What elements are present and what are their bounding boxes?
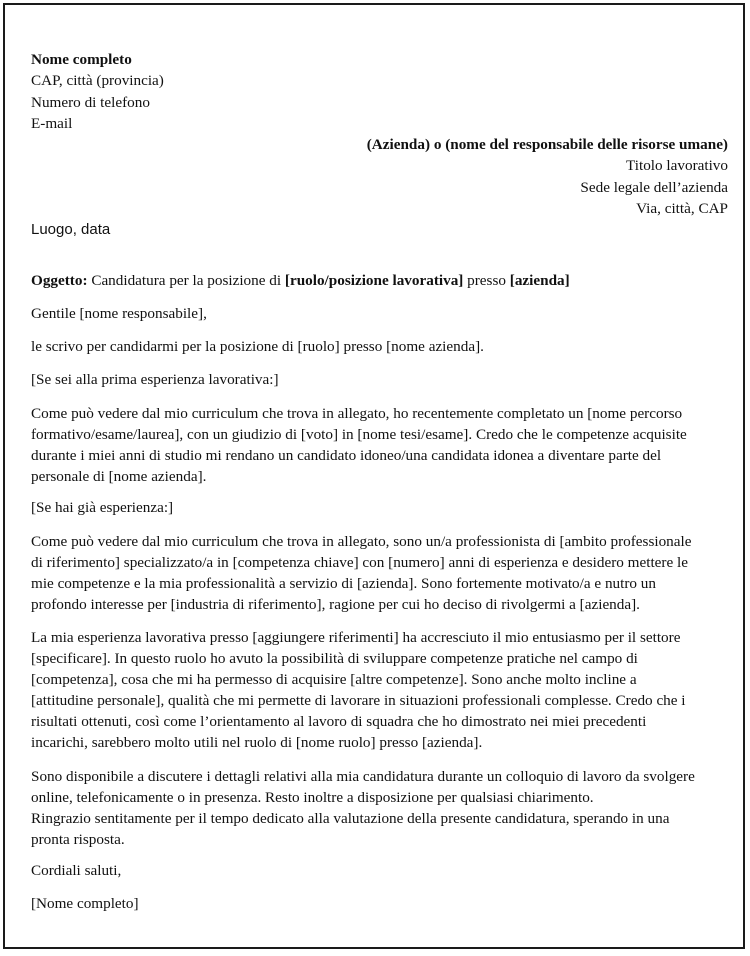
- paragraph-line: Sono disponibile a discutere i dettagli relativi alla mia candidatura durante un colloquio di lavoro da svolgere: [31, 768, 695, 785]
- paragraph-line: La mia esperienza lavorativa presso [aggiungere riferimenti] ha accresciuto il mio entusiasmo per il settore: [31, 629, 681, 646]
- signature: [Nome completo]: [31, 895, 139, 912]
- paragraph-line: profondo interesse per [industria di riferimento], ragione per cui ho deciso di rivolgermi a [azienda].: [31, 596, 640, 613]
- subject-line: [31, 272, 570, 290]
- paragraph-line: durante i miei anni di studio mi rendano un candidato idoneo/una candidata idonea a diventare parte del: [31, 447, 662, 464]
- paragraph-line: di riferimento] specializzato/a in [competenza chiave] con [numero] anni di esperienza e desidero mettere le: [31, 554, 688, 571]
- closing-paragraph: [31, 766, 731, 850]
- subject-label: Oggetto:: [31, 272, 88, 289]
- subject-company: [azienda]: [509, 272, 570, 289]
- recipient-headquarters: Sede legale dell’azienda: [580, 179, 728, 196]
- first-experience-paragraph: [31, 403, 731, 487]
- sender-name: Nome completo: [31, 51, 132, 68]
- place-date: Luogo, data: [31, 221, 111, 238]
- paragraph-line: online, telefonicamente o in presenza. Resto inoltre a disposizione per qualsiasi chiarimento.: [31, 789, 594, 806]
- paragraph-line: Come può vedere dal mio curriculum che trova in allegato, sono un/a professionista di [ambito professionale: [31, 533, 692, 550]
- experience-paragraph: [31, 627, 731, 753]
- paragraph-line: [attitudine personale], qualità che mi permette di lavorare in situazioni professionali complesse. Credo che i: [31, 692, 686, 709]
- subject-text-2: presso: [463, 272, 510, 289]
- paragraph-line: Come può vedere dal mio curriculum che trova in allegato, ho recentemente completato un [nome percorso: [31, 405, 683, 422]
- paragraph-line: [competenza], cosa che mi ha permesso di acquisire [altre competenze]. Sono anche molto incline a: [31, 671, 637, 688]
- paragraph-line: formativo/esame/laurea], con un giudizio di [voto] in [nome tesi/esame]. Credo che le competenze acquisite: [31, 426, 687, 443]
- paragraph-line: risultati ottenuti, così come l’orientamento al lavoro di squadra che ho dimostrato nei miei precedenti: [31, 713, 647, 730]
- recipient-job-title: Titolo lavorativo: [626, 157, 728, 174]
- sender-address: CAP, città (provincia): [31, 72, 164, 89]
- paragraph-line: [specificare]. In questo ruolo ho avuto la possibilità di sviluppare competenze pratiche nel campo di: [31, 650, 638, 667]
- paragraph-line: incarichi, sarebbero molto utili nel ruolo di [nome ruolo] presso [azienda].: [31, 734, 483, 751]
- sender-phone: Numero di telefono: [31, 94, 150, 111]
- subject-text-1: Candidatura per la posizione di: [87, 272, 285, 289]
- recipient-street: Via, città, CAP: [636, 200, 728, 217]
- sign-off: Cordiali saluti,: [31, 862, 122, 879]
- recipient-company-or-hr: (Azienda) o (nome del responsabile delle risorse umane): [366, 136, 728, 153]
- sender-email: E-mail: [31, 115, 73, 132]
- prior-experience-heading: [Se hai già esperienza:]: [31, 499, 174, 516]
- prior-experience-paragraph: [31, 531, 731, 615]
- paragraph-line: pronta risposta.: [31, 831, 125, 848]
- paragraph-line: mie competenze e la mia professionalità a servizio di [azienda]. Sono fortemente motivato/a e nutro un: [31, 575, 656, 592]
- greeting: Gentile [nome responsabile],: [31, 305, 207, 322]
- paragraph-line: personale di [nome azienda].: [31, 468, 207, 485]
- intro-sentence: le scrivo per candidarmi per la posizione di [ruolo] presso [nome azienda].: [31, 338, 484, 355]
- first-experience-heading: [Se sei alla prima esperienza lavorativa:]: [31, 371, 279, 388]
- subject-role: [ruolo/posizione lavorativa]: [284, 272, 464, 289]
- paragraph-line: Ringrazio sentitamente per il tempo dedicato alla valutazione della presente candidatura, sperando in una: [31, 810, 670, 827]
